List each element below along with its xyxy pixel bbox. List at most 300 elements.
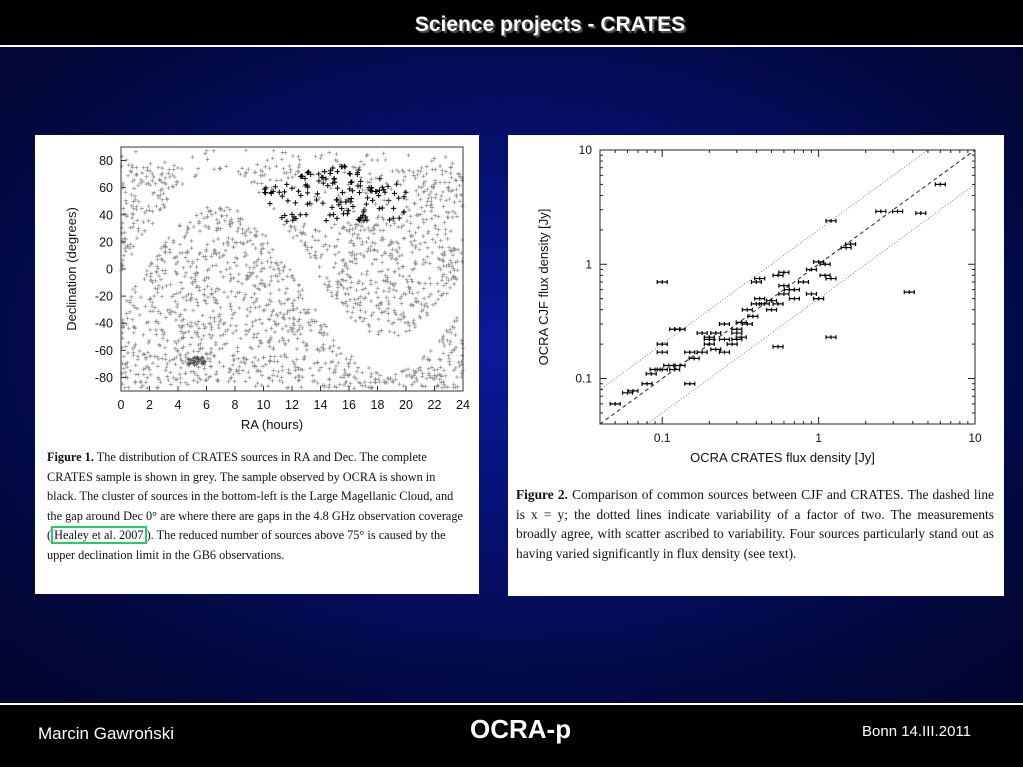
- data-point: [382, 198, 386, 202]
- data-point: [154, 204, 158, 208]
- data-point: [230, 317, 234, 321]
- data-point: [137, 373, 141, 377]
- data-point: [423, 384, 427, 388]
- data-point: [175, 272, 179, 276]
- data-point: [165, 362, 169, 366]
- data-point: [407, 274, 411, 278]
- data-point: [445, 210, 449, 214]
- data-point: [220, 214, 224, 218]
- data-point: [460, 354, 464, 358]
- data-point: [440, 168, 444, 172]
- data-point: [228, 207, 232, 211]
- data-point: [253, 227, 257, 231]
- data-point: [284, 324, 288, 328]
- data-point: [264, 234, 268, 238]
- data-point: [420, 166, 424, 170]
- y-tick-label: -20: [94, 289, 113, 304]
- data-point: [139, 380, 143, 384]
- data-point: [275, 374, 279, 378]
- data-point: [125, 299, 129, 303]
- data-point: [308, 251, 312, 255]
- data-point: [187, 330, 191, 334]
- data-point: [440, 278, 444, 282]
- data-point: [295, 347, 299, 351]
- data-point: [416, 193, 420, 197]
- data-point: [167, 167, 171, 171]
- data-point: [222, 342, 226, 346]
- data-point: [228, 272, 232, 276]
- data-point: [299, 385, 303, 389]
- data-point: [131, 225, 135, 229]
- data-point: [295, 306, 299, 310]
- data-point: [350, 260, 354, 264]
- data-point: [427, 276, 431, 280]
- footer-divider: [0, 703, 1023, 705]
- data-point: [422, 296, 426, 300]
- data-point: [378, 301, 382, 305]
- data-point: [361, 287, 365, 291]
- data-point: [142, 277, 146, 281]
- data-point: [460, 260, 464, 264]
- data-point: [359, 309, 363, 313]
- data-point: [226, 240, 230, 244]
- data-point: [311, 374, 315, 378]
- data-point: [421, 174, 425, 178]
- data-point: [224, 214, 228, 218]
- data-point: [169, 283, 173, 287]
- data-point: [173, 175, 177, 179]
- data-point: [303, 241, 307, 245]
- data-point: [132, 222, 136, 226]
- data-point: [136, 183, 140, 187]
- data-point: [182, 236, 186, 240]
- data-point: [904, 290, 914, 294]
- data-point: [402, 179, 406, 183]
- data-point: [210, 287, 214, 291]
- data-point: [383, 158, 387, 162]
- data-point: [164, 316, 168, 320]
- data-point: [265, 259, 269, 263]
- data-point: [346, 183, 350, 187]
- data-point: [126, 174, 130, 178]
- data-point: [316, 347, 320, 351]
- data-point: [124, 344, 128, 348]
- data-point: [286, 176, 290, 180]
- data-point: [399, 313, 403, 317]
- data-point: [365, 195, 370, 200]
- data-point: [438, 181, 442, 185]
- data-point: [345, 357, 349, 361]
- data-point: [241, 231, 245, 235]
- data-point: [372, 231, 376, 235]
- data-point: [328, 244, 332, 248]
- data-point: [260, 233, 264, 237]
- data-point: [352, 209, 356, 213]
- data-point: [178, 251, 182, 255]
- data-point: [314, 254, 318, 258]
- data-point: [336, 286, 340, 290]
- data-point: [314, 250, 318, 254]
- data-point: [273, 330, 277, 334]
- data-point: [390, 256, 394, 260]
- data-point: [327, 151, 331, 155]
- y-tick-label: 80: [99, 154, 113, 169]
- data-point: [303, 212, 308, 217]
- data-point: [742, 308, 752, 312]
- data-point: [657, 367, 667, 371]
- data-point: [697, 350, 707, 354]
- data-point: [287, 164, 291, 168]
- data-point: [134, 285, 138, 289]
- data-point: [675, 327, 685, 331]
- data-point: [369, 375, 373, 379]
- data-point: [367, 366, 371, 370]
- data-point: [373, 242, 377, 246]
- data-point: [254, 170, 258, 174]
- data-point: [297, 283, 301, 287]
- data-point: [330, 349, 334, 353]
- data-point: [136, 354, 140, 358]
- data-point: [164, 240, 168, 244]
- data-point: [407, 153, 411, 157]
- data-point: [222, 209, 226, 213]
- data-point: [128, 169, 132, 173]
- data-point: [131, 353, 135, 357]
- data-point: [360, 240, 364, 244]
- data-point: [335, 296, 339, 300]
- data-point: [296, 365, 300, 369]
- data-point: [168, 248, 172, 252]
- data-point: [371, 311, 375, 315]
- data-point: [348, 275, 352, 279]
- data-point: [422, 258, 426, 262]
- data-point: [299, 239, 303, 243]
- data-point: [255, 234, 259, 238]
- data-point: [369, 314, 373, 318]
- data-point: [127, 341, 131, 345]
- data-point: [413, 238, 417, 242]
- data-point: [140, 171, 144, 175]
- data-point: [144, 380, 148, 384]
- data-point: [425, 172, 429, 176]
- data-point: [317, 368, 321, 372]
- data-point: [293, 186, 297, 190]
- data-point: [455, 375, 459, 379]
- figure-2-caption-text: Comparison of common sources between CJF and CRATES. The dashed line is x = y; the dotted lines indicate variability of a factor of two. The measurements broadly agree, with scatter ascribed to variability. Four sources particularly stand out as having varied significantly in flux density (see text).: [516, 487, 994, 561]
- data-point: [443, 385, 447, 389]
- data-point: [151, 361, 155, 365]
- data-point: [191, 308, 195, 312]
- data-point: [195, 374, 199, 378]
- data-point: [175, 305, 179, 309]
- data-point: [405, 205, 409, 209]
- data-point: [440, 386, 444, 390]
- data-point: [315, 191, 320, 196]
- x-tick-label: 1: [815, 431, 822, 445]
- data-point: [308, 366, 312, 370]
- data-point: [147, 341, 151, 345]
- data-point: [441, 334, 445, 338]
- data-point: [179, 281, 183, 285]
- data-point: [295, 329, 299, 333]
- data-point: [172, 376, 176, 380]
- data-point: [179, 376, 183, 380]
- data-point: [370, 372, 374, 376]
- data-point: [123, 386, 127, 390]
- data-point: [255, 163, 259, 167]
- data-point: [704, 342, 714, 346]
- data-point: [218, 313, 222, 317]
- data-point: [413, 202, 417, 206]
- data-point: [429, 292, 433, 296]
- data-point: [253, 356, 257, 360]
- data-point: [267, 377, 271, 381]
- data-point: [345, 267, 349, 271]
- data-point: [298, 310, 302, 314]
- data-point: [255, 369, 259, 373]
- data-point: [335, 185, 340, 190]
- data-point: [160, 357, 164, 361]
- data-point: [376, 296, 380, 300]
- data-point: [395, 168, 399, 172]
- data-point: [184, 271, 188, 275]
- data-point: [236, 209, 240, 213]
- data-point: [301, 368, 305, 372]
- data-point: [365, 269, 369, 273]
- data-point: [147, 339, 151, 343]
- data-point: [229, 308, 233, 312]
- data-point: [131, 287, 135, 291]
- data-point: [286, 309, 290, 313]
- data-point: [127, 163, 131, 167]
- data-point: [226, 236, 230, 240]
- data-point: [248, 266, 252, 270]
- x-tick-label: 0: [117, 398, 125, 412]
- data-point: [201, 323, 205, 327]
- data-point: [130, 317, 134, 321]
- data-point: [379, 238, 383, 242]
- data-point: [352, 243, 356, 247]
- data-point: [349, 315, 353, 319]
- data-point: [145, 269, 149, 273]
- data-point: [134, 150, 138, 154]
- data-point: [452, 268, 456, 272]
- data-point: [228, 266, 232, 270]
- data-point: [269, 256, 273, 260]
- data-point: [209, 365, 213, 369]
- data-point: [275, 274, 279, 278]
- data-point: [324, 242, 328, 246]
- citation-link[interactable]: Healey et al. 2007: [51, 526, 146, 544]
- data-point: [405, 219, 409, 223]
- data-point: [218, 360, 222, 364]
- data-point: [391, 380, 395, 384]
- data-point: [201, 346, 205, 350]
- data-point: [410, 383, 414, 387]
- data-point: [369, 245, 373, 249]
- data-point: [282, 167, 286, 171]
- data-point: [329, 290, 333, 294]
- data-point: [148, 354, 152, 358]
- data-point: [130, 165, 134, 169]
- data-point: [437, 265, 441, 269]
- data-point: [244, 379, 248, 383]
- data-point: [269, 261, 273, 265]
- data-point: [271, 156, 275, 160]
- data-point: [173, 346, 177, 350]
- data-point: [161, 336, 165, 340]
- data-point: [323, 282, 327, 286]
- data-point: [375, 158, 379, 162]
- data-point: [386, 267, 390, 271]
- data-point: [751, 280, 761, 284]
- data-point: [316, 238, 320, 242]
- data-point: [309, 255, 313, 259]
- data-point: [141, 333, 145, 337]
- data-point: [826, 277, 836, 281]
- data-point: [426, 197, 430, 201]
- x-tick-label: 4: [174, 398, 182, 412]
- data-point: [317, 196, 321, 200]
- data-point: [173, 362, 177, 366]
- data-point: [444, 228, 448, 232]
- data-point: [374, 202, 378, 206]
- data-point: [459, 193, 463, 197]
- data-point: [363, 380, 367, 384]
- data-point: [181, 266, 185, 270]
- data-point: [248, 375, 252, 379]
- x-axis-label: OCRA CRATES flux density [Jy]: [690, 450, 875, 465]
- slide-title: Science projects - CRATES: [414, 13, 686, 36]
- data-point: [288, 168, 292, 172]
- data-point: [294, 228, 298, 232]
- data-point: [160, 257, 164, 261]
- data-point: [387, 198, 391, 202]
- data-point: [333, 222, 337, 226]
- data-point: [192, 349, 196, 353]
- data-point: [370, 198, 375, 203]
- data-point: [353, 361, 357, 365]
- data-point: [389, 187, 393, 191]
- data-point: [403, 175, 407, 179]
- data-point: [198, 229, 202, 233]
- data-point: [447, 180, 451, 184]
- data-point: [127, 386, 131, 390]
- data-point: [280, 327, 284, 331]
- data-point: [237, 365, 241, 369]
- data-point: [156, 309, 160, 313]
- data-point: [448, 171, 452, 175]
- data-point: [403, 315, 407, 319]
- data-point: [338, 382, 342, 386]
- data-point: [287, 316, 291, 320]
- data-point: [440, 194, 444, 198]
- data-point: [122, 354, 126, 358]
- data-point: [298, 367, 302, 371]
- data-point: [126, 316, 130, 320]
- data-point: [152, 294, 156, 298]
- data-point: [380, 269, 384, 273]
- data-point: [169, 382, 173, 386]
- data-point: [253, 306, 257, 310]
- data-point: [448, 342, 452, 346]
- data-point: [277, 190, 282, 195]
- data-point: [458, 184, 462, 188]
- data-point: [316, 171, 321, 176]
- data-point: [229, 323, 233, 327]
- data-point: [433, 196, 437, 200]
- data-point: [282, 302, 286, 306]
- data-point: [129, 295, 133, 299]
- data-point: [318, 265, 322, 269]
- data-point: [433, 179, 437, 183]
- data-point: [202, 367, 206, 371]
- data-point: [411, 170, 415, 174]
- data-point: [416, 225, 420, 229]
- x-tick-label: 16: [342, 398, 356, 412]
- data-point: [345, 304, 349, 308]
- data-point: [291, 236, 295, 240]
- data-point: [229, 289, 233, 293]
- data-point: [439, 198, 443, 202]
- data-point: [358, 183, 363, 188]
- data-point: [288, 371, 292, 375]
- data-point: [456, 385, 460, 389]
- data-point: [159, 278, 163, 282]
- y-tick-label: -60: [94, 343, 113, 358]
- data-point: [163, 250, 167, 254]
- data-point: [221, 364, 225, 368]
- data-point: [272, 359, 276, 363]
- data-point: [322, 343, 326, 347]
- data-point: [284, 342, 288, 346]
- data-point: [407, 208, 411, 212]
- data-point: [160, 294, 164, 298]
- data-point: [260, 278, 264, 282]
- data-point: [239, 360, 243, 364]
- data-point: [399, 318, 403, 322]
- data-point: [222, 290, 226, 294]
- data-point: [165, 339, 169, 343]
- data-point: [238, 172, 242, 176]
- data-point: [437, 215, 441, 219]
- data-point: [413, 325, 417, 329]
- data-point: [178, 223, 182, 227]
- data-point: [329, 186, 333, 190]
- data-point: [427, 295, 431, 299]
- data-point: [151, 221, 155, 225]
- data-point: [278, 272, 282, 276]
- data-point: [263, 190, 268, 195]
- data-point: [257, 257, 261, 261]
- data-point: [202, 288, 206, 292]
- data-point: [353, 253, 357, 257]
- data-point: [154, 332, 158, 336]
- data-point: [348, 298, 352, 302]
- data-point: [189, 239, 193, 243]
- data-point: [244, 322, 248, 326]
- data-point: [360, 188, 364, 192]
- data-point: [454, 366, 458, 370]
- figure-1-panel: [35, 135, 479, 594]
- data-point: [284, 182, 289, 187]
- data-point: [255, 275, 259, 279]
- data-point: [132, 331, 136, 335]
- data-point: [145, 376, 149, 380]
- data-point: [261, 364, 265, 368]
- data-point: [297, 154, 301, 158]
- data-point: [279, 261, 283, 265]
